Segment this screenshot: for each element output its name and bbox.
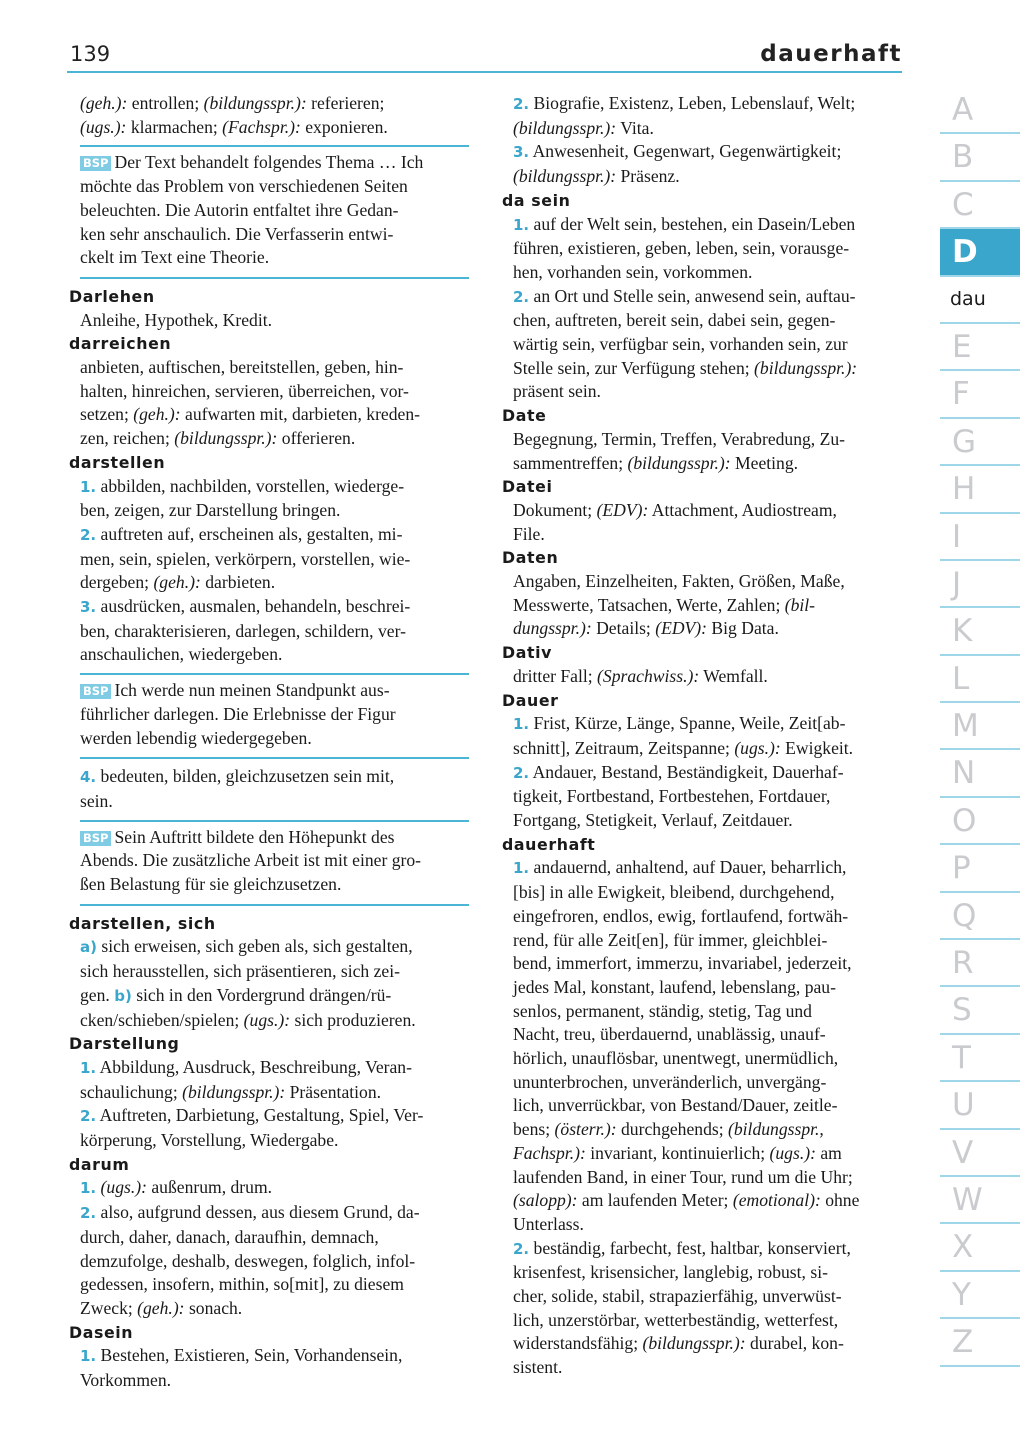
index-letter: S	[952, 992, 972, 1029]
index-letter: T	[952, 1039, 971, 1076]
index-letter: dau	[950, 287, 986, 310]
example-box: BSP Ich werde nun meinen Standpunkt aus- führlicher darlegen. Die Erlebnisse der Figur werden lebendig wiedergegeben.	[80, 673, 469, 759]
definition: a) sich erweisen, sich geben als, sich gestalten, sich herausstellen, sich präsentieren, sich zei- gen. b) sich in den Vordergrund drängen/rü- cken/schieben/spielen; (ugs.): sich produzieren.	[80, 936, 416, 1030]
definition: 1. andauernd, anhaltend, auf Dauer, beharrlich, [bis] in alle Ewigkeit, bleibend, durchgehend, eingefroren, endlos, ewig, fortlaufend, fortwäh- rend, für alle Zeit[en], für immer, gleichblei- bend, immerfort, immerzu, invariabel, jederzeit, jedes Mal, konstant, laufend, lebenslang, pau- senlos, permanent, ständig, stetig, Tag und Nacht, treu, überdauernd, unablässig, unauf- hörlich, unauflösbar, unentwegt, unermüdlich, ununterbrochen, unveränderlich, unvergäng- lich, unverrückbar, von Bestand/Dauer, zeitle- bens; (österr.): durchgehends; (bildungsspr., Fachspr.): invariant, kontinuierlich; (ugs.): am laufenden Band, in einer Tour, rund um die Uhr; (salopp): am laufenden Meter; (emotional): ohne Unterlass. 2. beständig, farbecht, fest, haltbar, konserviert, krisenfest, krisensicher, langlebig, robust, si- cher, solide, stabil, strapazierfähig, unverwüst- lich, unzerstörbar, wetterbeständig, wetterfest, widerstandsfähig; (bildungsspr.): durabel, kon- sistent.	[513, 857, 860, 1378]
headword: Dativ	[502, 643, 553, 663]
index-tab-d[interactable]	[940, 229, 1020, 276]
index-tab-f[interactable]	[940, 371, 1020, 418]
example-box: BSP Der Text behandelt folgendes Thema … Ich möchte das Problem von verschiedenen Seiten beleuchten. Die Autorin entfaltet ihre Gedan- ken sehr anschaulich. Die Verfasserin entwi- ckelt im Text eine Theorie.	[80, 145, 469, 279]
index-letter: E	[952, 328, 972, 365]
index-tab-s[interactable]	[940, 987, 1020, 1034]
definition: Angaben, Einzelheiten, Fakten, Größen, Maße, Messwerte, Tatsachen, Werte, Zahlen; (bil- dungsspr.): Details; (EDV): Big Data.	[513, 571, 845, 639]
index-letter: K	[952, 613, 973, 650]
index-tab-g[interactable]	[940, 419, 1020, 466]
definition: Begegnung, Termin, Treffen, Verabredung, Zu- sammentreffen; (bildungsspr.): Meeting.	[513, 428, 846, 473]
left-column	[69, 92, 469, 1393]
index-letter: A	[952, 92, 974, 128]
index-letter: I	[952, 518, 962, 555]
index-letter: O	[952, 802, 977, 839]
index-tab-k[interactable]	[940, 608, 1020, 655]
headword: darstellen	[69, 452, 166, 472]
index-tab-a[interactable]	[940, 87, 1020, 134]
entry-line: (ugs.): klarmachen; (Fachspr.): exponieren.	[80, 116, 388, 137]
headword: darum	[69, 1154, 130, 1174]
index-tab-e[interactable]	[940, 324, 1020, 371]
index-tab-sub-dau[interactable]	[940, 277, 1020, 324]
index-letter: C	[952, 186, 974, 223]
index-letter: D	[952, 234, 978, 271]
definition: 1. Frist, Kürze, Länge, Spanne, Weile, Zeit[ab- schnitt], Zeitraum, Zeitspanne; (ugs.): Ewigkeit. 2. Andauer, Bestand, Beständigkeit, Dauerhaf- tigkeit, Fortbestand, Fortbestehen, Fortdauer, Fortgang, Stetigkeit, Verlauf, Zeitdauer.	[513, 713, 854, 830]
headword: da sein	[502, 190, 571, 210]
definition: 1. Bestehen, Existieren, Sein, Vorhandensein, Vorkommen.	[80, 1345, 403, 1391]
index-tab-b[interactable]	[940, 134, 1020, 181]
index-tab-h[interactable]	[940, 466, 1020, 513]
index-tab-x[interactable]	[940, 1224, 1020, 1271]
bsp-badge: BSP	[80, 156, 111, 171]
index-letter: H	[952, 471, 976, 508]
index-tab-o[interactable]	[940, 798, 1020, 845]
index-letter: Y	[952, 1276, 971, 1313]
right-column	[502, 92, 904, 1380]
index-tab-m[interactable]	[940, 703, 1020, 750]
headword: Datei	[502, 477, 553, 497]
definition: 1. Abbildung, Ausdruck, Beschreibung, Veran- schaulichung; (bildungsspr.): Präsentation. 2. Auftreten, Darbietung, Gestaltung, Spiel, Ver- körperung, Vorstellung, Wiedergabe.	[80, 1056, 424, 1151]
definition: Dokument; (EDV): Attachment, Audiostream, File.	[513, 499, 837, 544]
index-letter: Z	[952, 1324, 974, 1361]
index-letter: V	[952, 1134, 974, 1171]
definition: anbieten, auftischen, bereitstellen, geben, hin- halten, hinreichen, servieren, überreichen, vor- setzen; (geh.): aufwarten mit, darbieten, kreden- zen, reichen; (bildungsspr.): offerieren.	[80, 357, 421, 449]
index-letter: B	[952, 139, 974, 176]
headword: Darstellung	[69, 1034, 180, 1054]
index-tab-z[interactable]	[940, 1319, 1020, 1366]
index-tab-r[interactable]	[940, 940, 1020, 987]
index-letter: J	[952, 565, 962, 602]
definition: 1. auf der Welt sein, bestehen, ein Dasein/Leben führen, existieren, geben, leben, sein, vorausge- hen, vorhanden sein, vorkommen. 2. an Ort und Stelle sein, anwesend sein, auftau- chen, auftreten, bereit sein, dabei sein, gegen- wärtig sein, verfügbar sein, vorhanden sein, zur Stelle sein, zur Verfügung stehen; (bildungsspr.): präsent sein.	[513, 213, 858, 402]
definition: 2. Biografie, Existenz, Leben, Lebenslauf, Welt; (bildungsspr.): Vita. 3. Anwesenheit, Gegenwart, Gegenwärtigkeit; (bildungsspr.): Präsenz.	[513, 93, 856, 187]
index-letter: W	[952, 1181, 983, 1218]
index-tab-y[interactable]	[940, 1272, 1020, 1319]
index-tab-v[interactable]	[940, 1130, 1020, 1177]
index-tab-i[interactable]	[940, 514, 1020, 561]
definition: 1. abbilden, nachbilden, vorstellen, wiederge- ben, zeigen, zur Darstellung bringen. 2. auftreten auf, erscheinen als, gestalten, mi- men, sein, spielen, verkörpern, vorstellen, wie- dergeben; (geh.): darbieten. 3. ausdrücken, ausmalen, behandeln, beschrei- ben, charakterisieren, darlegen, schildern, ver- anschaulichen, wiedergeben.	[80, 475, 411, 665]
index-tab-w[interactable]	[940, 1177, 1020, 1224]
running-head: dauerhaft	[760, 41, 902, 67]
index-tab-l[interactable]	[940, 656, 1020, 703]
headword: Date	[502, 406, 547, 426]
index-letter: X	[952, 1229, 974, 1266]
index-letter: F	[952, 376, 970, 413]
headword: dauerhaft	[502, 834, 596, 854]
bsp-badge: BSP	[80, 684, 111, 699]
index-letter: Q	[952, 897, 977, 934]
headword: Dauer	[502, 690, 559, 710]
definition: Anleihe, Hypothek, Kredit.	[80, 309, 273, 330]
thumb-index	[940, 87, 1020, 1367]
index-tab-c[interactable]	[940, 182, 1020, 229]
entry-line: (geh.): entrollen; (bildungsspr.): referieren;	[80, 93, 385, 113]
index-tab-u[interactable]	[940, 1082, 1020, 1129]
index-letter: M	[952, 708, 979, 745]
example-box: BSP Sein Auftritt bildete den Höhepunkt des Abends. Die zusätzliche Arbeit ist mit einer gro- ßen Belastung für sie gleichzusetzen.	[80, 820, 469, 906]
headword: Darlehen	[69, 286, 155, 306]
index-tab-n[interactable]	[940, 750, 1020, 797]
headword: darreichen	[69, 334, 172, 354]
index-letter: G	[952, 423, 977, 460]
index-tab-q[interactable]	[940, 893, 1020, 940]
index-letter: L	[952, 660, 970, 697]
definition: 1. (ugs.): außenrum, drum. 2. also, aufgrund dessen, aus diesem Grund, da- durch, daher, danach, daraufhin, demnach, demzufolge, deshalb, deswegen, folglich, infol- gedessen, insofern, mithin, so[mit], zu diesem Zweck; (geh.): sonach.	[80, 1177, 420, 1318]
index-letter: P	[952, 850, 971, 887]
index-letter: U	[952, 1087, 975, 1124]
headword: Dasein	[69, 1322, 134, 1342]
bsp-badge: BSP	[80, 831, 111, 846]
headword: darstellen, sich	[69, 913, 216, 933]
index-letter: N	[952, 755, 976, 792]
index-tab-p[interactable]	[940, 845, 1020, 892]
page-number: 139	[70, 42, 111, 66]
definition: dritter Fall; (Sprachwiss.): Wemfall.	[513, 665, 768, 686]
index-tab-t[interactable]	[940, 1035, 1020, 1082]
headword: Daten	[502, 548, 559, 568]
definition: 4. bedeuten, bilden, gleichzusetzen sein mit, sein.	[80, 766, 395, 811]
header-rule	[67, 71, 902, 73]
index-tab-j[interactable]	[940, 561, 1020, 608]
index-letter: R	[952, 945, 974, 982]
